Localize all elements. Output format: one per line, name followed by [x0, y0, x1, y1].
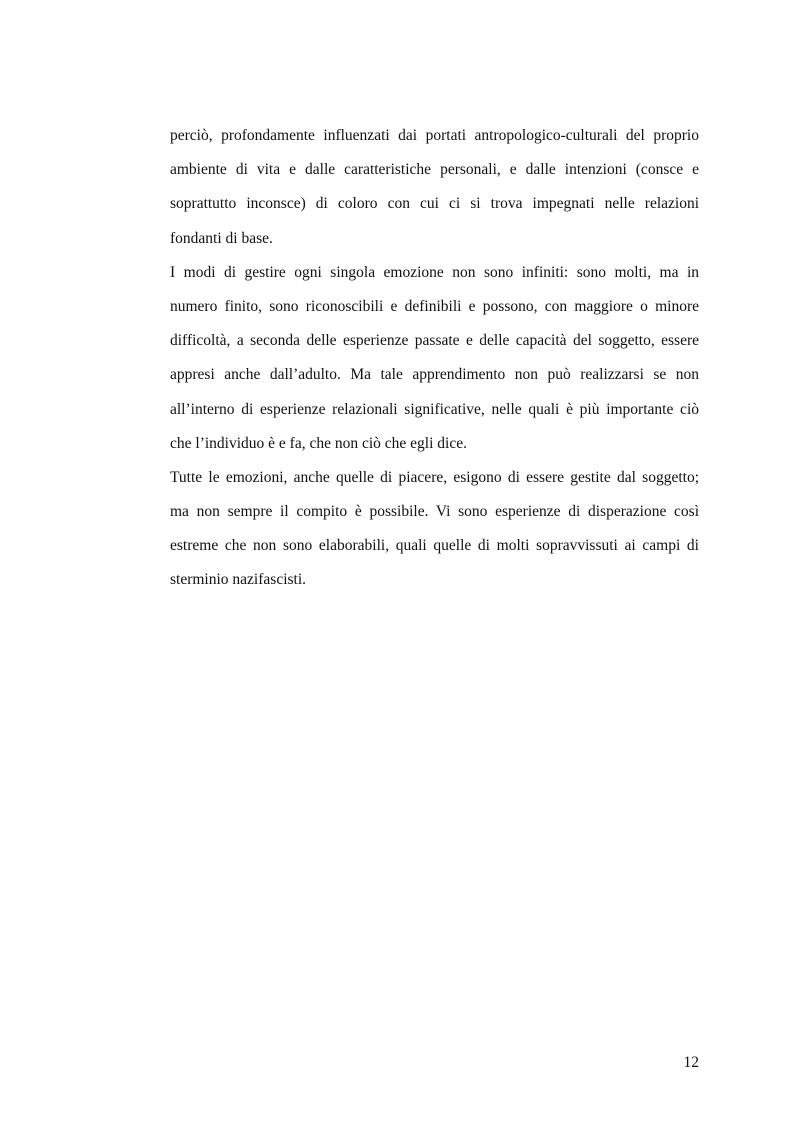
text-line: estreme che non sono elaborabili, quali quelle di molti sopravvissuti ai campi di: [170, 537, 699, 555]
text-line: ma non sempre il compito è possibile. Vi sono esperienze di disperazione così: [170, 503, 699, 521]
text-line: difficoltà, a seconda delle esperienze passate e delle capacità del soggetto, essere: [170, 332, 699, 350]
text-line: fondanti di base.: [170, 229, 273, 247]
text-line: che l’individuo è e fa, che non ciò che egli dice.: [170, 434, 467, 452]
text-line: all’interno di esperienze relazionali significative, nelle quali è più importante ciò: [170, 400, 699, 418]
text-line: Tutte le emozioni, anche quelle di piacere, esigono di essere gestite dal soggetto;: [170, 468, 699, 486]
text-line: ambiente di vita e dalle caratteristiche personali, e dalle intenzioni (consce e: [170, 161, 699, 179]
text-line: soprattutto inconsce) di coloro con cui ci si trova impegnati nelle relazioni: [170, 195, 699, 213]
text-line: perciò, profondamente influenzati dai portati antropologico-culturali del proprio: [170, 127, 699, 144]
page-number: 12: [683, 1054, 699, 1071]
paragraph-3: [170, 461, 699, 598]
text-line: I modi di gestire ogni singola emozione non sono infiniti: sono molti, ma in: [170, 263, 699, 281]
body-text: [170, 119, 699, 598]
paragraph-1: [170, 119, 699, 256]
text-line: numero finito, sono riconoscibili e definibili e possono, con maggiore o minore: [170, 297, 699, 315]
paragraph-2: [170, 256, 699, 461]
text-line: sterminio nazifascisti.: [170, 571, 307, 589]
text-line: appresi anche dall’adulto. Ma tale apprendimento non può realizzarsi se non: [170, 366, 699, 384]
